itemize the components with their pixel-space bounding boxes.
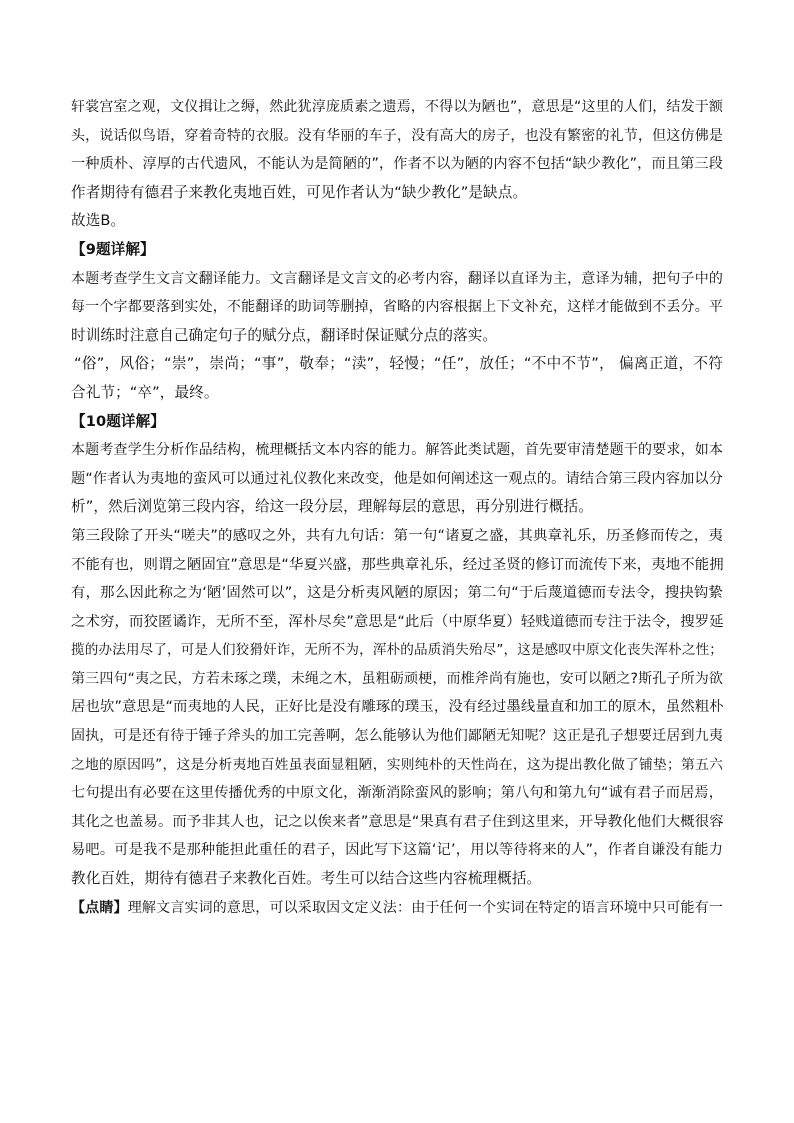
- line-text: 居也欤”意思是“而夷地的人民，正好比是没有雕琢的璞玉，没有经过墨线量直和加工的原木，虽然粗朴: [71, 699, 724, 716]
- text-line: [71, 93, 723, 122]
- line-text: 固执，可是还有待于锤子斧头的加工完善啊，怎么能够认为他们鄙陋无知呢？这正是孔子想要迁居到九夷: [71, 728, 723, 745]
- text-line: [71, 894, 723, 923]
- line-text: 第三段除了开头“嗟夫”的感叹之外，共有九句话：第一句“诸夏之盛，其典章礼乐，历圣修而传之，夷: [71, 527, 723, 544]
- text-line: [71, 465, 723, 494]
- text-line: [71, 493, 723, 522]
- line-text: “俗”，风俗；“崇”，崇尚；“事”，敬奉；“渎”，轻慢；“任”，放任；“不中不节”， 偏离正道，不符: [74, 355, 723, 373]
- text-line: [71, 350, 723, 379]
- line-text: 之地的原因吗”，这是分析夷地百姓虽表面显粗陋，实则纯朴的天性尚在，这为提出教化做了铺垫；第五六: [71, 756, 723, 773]
- text-line: [71, 722, 723, 751]
- line-text: 头，说话似鸟语，穿着奇特的衣服。没有华丽的车子，没有高大的房子，也没有繁密的礼节，但这仿佛是: [71, 127, 723, 144]
- section-heading: [71, 408, 723, 437]
- text-line: [71, 150, 723, 179]
- text-line: [71, 379, 723, 408]
- text-line: [71, 322, 723, 351]
- line-text: 教化百姓，期待有德君子来教化百姓。考生可以结合这些内容梳理概括。: [71, 870, 542, 888]
- line-text: 之术穷，而狡匿谲诈，无所不至，浑朴尽矣”意思是“此后（中原华夏）轻贱道德而专注于法令，搜罗延: [71, 613, 724, 630]
- line-text: 本题考查学生分析作品结构，梳理概括文本内容的能力。解答此类试题，首先要审清楚题干的要求，如本: [71, 442, 723, 459]
- line-text: 故选B。: [71, 212, 126, 230]
- line-text: 第三四句“夷之民，方若未琢之璞，未绳之木，虽粗砺顽梗，而椎斧尚有施也，安可以陋之?斯孔子所为欲: [71, 670, 723, 687]
- text-line: [71, 522, 723, 551]
- line-text: 析”，然后浏览第三段内容，给这一段分层，理解每层的意思，再分别进行概括。: [71, 498, 593, 516]
- line-text: 不能有也，则谓之陋固宜”意思是“华夏兴盛，那些典章礼乐，经过圣贤的修订而流传下来，夷地不能拥: [71, 556, 724, 573]
- line-text: 作者期待有德君子来教化夷地百姓，可见作者认为“缺少教化”是缺点。: [71, 183, 528, 201]
- text-line: [71, 122, 723, 151]
- document-body: [71, 93, 723, 922]
- text-line: [71, 579, 723, 608]
- text-line: [71, 436, 723, 465]
- text-line: [71, 808, 723, 837]
- text-line: [71, 265, 723, 294]
- text-line: [71, 693, 723, 722]
- line-text: 理解文言实词的意思，可以采取因文定义法：由于任何一个实词在特定的语言环境中只可能有一: [127, 899, 723, 916]
- text-line: [71, 636, 723, 665]
- line-text: 一种质朴、淳厚的古代遗风，不能认为是简陋的”，作者不以为陋的内容不包括“缺少教化”，而且第三段: [71, 156, 723, 173]
- text-line: [71, 207, 723, 236]
- text-line: [71, 179, 723, 208]
- text-line: [71, 608, 723, 637]
- line-text: 其化之也盖易。而予非其人也，记之以俟来者”意思是“果真有君子住到这里来，开导教化他们大概很容: [71, 813, 724, 830]
- text-line: [71, 779, 723, 808]
- line-text: 有，那么因此称之为‘陋’固然可以”，这是分析夷风陋的原因；第二句“于后蔑道德而专法令，搜抉钩絷: [71, 585, 723, 602]
- line-text: 本题考查学生文言文翻译能力。文言翻译是文言文的必考内容，翻译以直译为主，意译为辅，把句子中的: [71, 270, 723, 287]
- line-text: 时训练时注意自己确定句子的赋分点，翻译时保证赋分点的落实。: [71, 326, 498, 344]
- line-text: 揽的办法用尽了，可是人们狡猾奸诈，无所不为，浑朴的品质消失殆尽”，这是感叹中原文化丧失浑朴之性；: [71, 642, 723, 659]
- text-line: [71, 665, 723, 694]
- text-line: [71, 751, 723, 780]
- line-text: 轩裳宫室之观，文仪揖让之缛，然此犹淳庞质素之遗焉，不得以为陋也”，意思是“这里的人们，结发于额: [71, 99, 723, 115]
- line-text: 七句提出有必要在这里传播优秀的中原文化，渐渐消除蛮风的影响；第八句和第九句“诚有君子而居焉，: [71, 785, 723, 802]
- line-text: 题“作者认为夷地的蛮风可以通过礼仪教化来改变，他是如何阐述这一观点的。请结合第三段内容加以分: [71, 470, 723, 487]
- line-text: 合礼节；“卒”，最终。: [71, 383, 219, 401]
- text-line: [71, 865, 723, 894]
- note-label: 【点睛】: [71, 899, 128, 916]
- section-heading: [71, 236, 723, 265]
- text-line: [71, 551, 723, 580]
- line-text: 【9题详解】: [71, 240, 155, 258]
- line-text: 【10题详解】: [71, 412, 165, 430]
- text-line: [71, 836, 723, 865]
- line-text: 易吧。可是我不是那种能担此重任的君子，因此写下这篇‘记’，用以等待将来的人”，作者自谦没有能力: [71, 842, 723, 859]
- text-line: [71, 293, 723, 322]
- line-text: 每一个字都要落到实处，不能翻译的助词等删掉，省略的内容根据上下文补充，这样才能做到不丢分。平: [71, 299, 723, 316]
